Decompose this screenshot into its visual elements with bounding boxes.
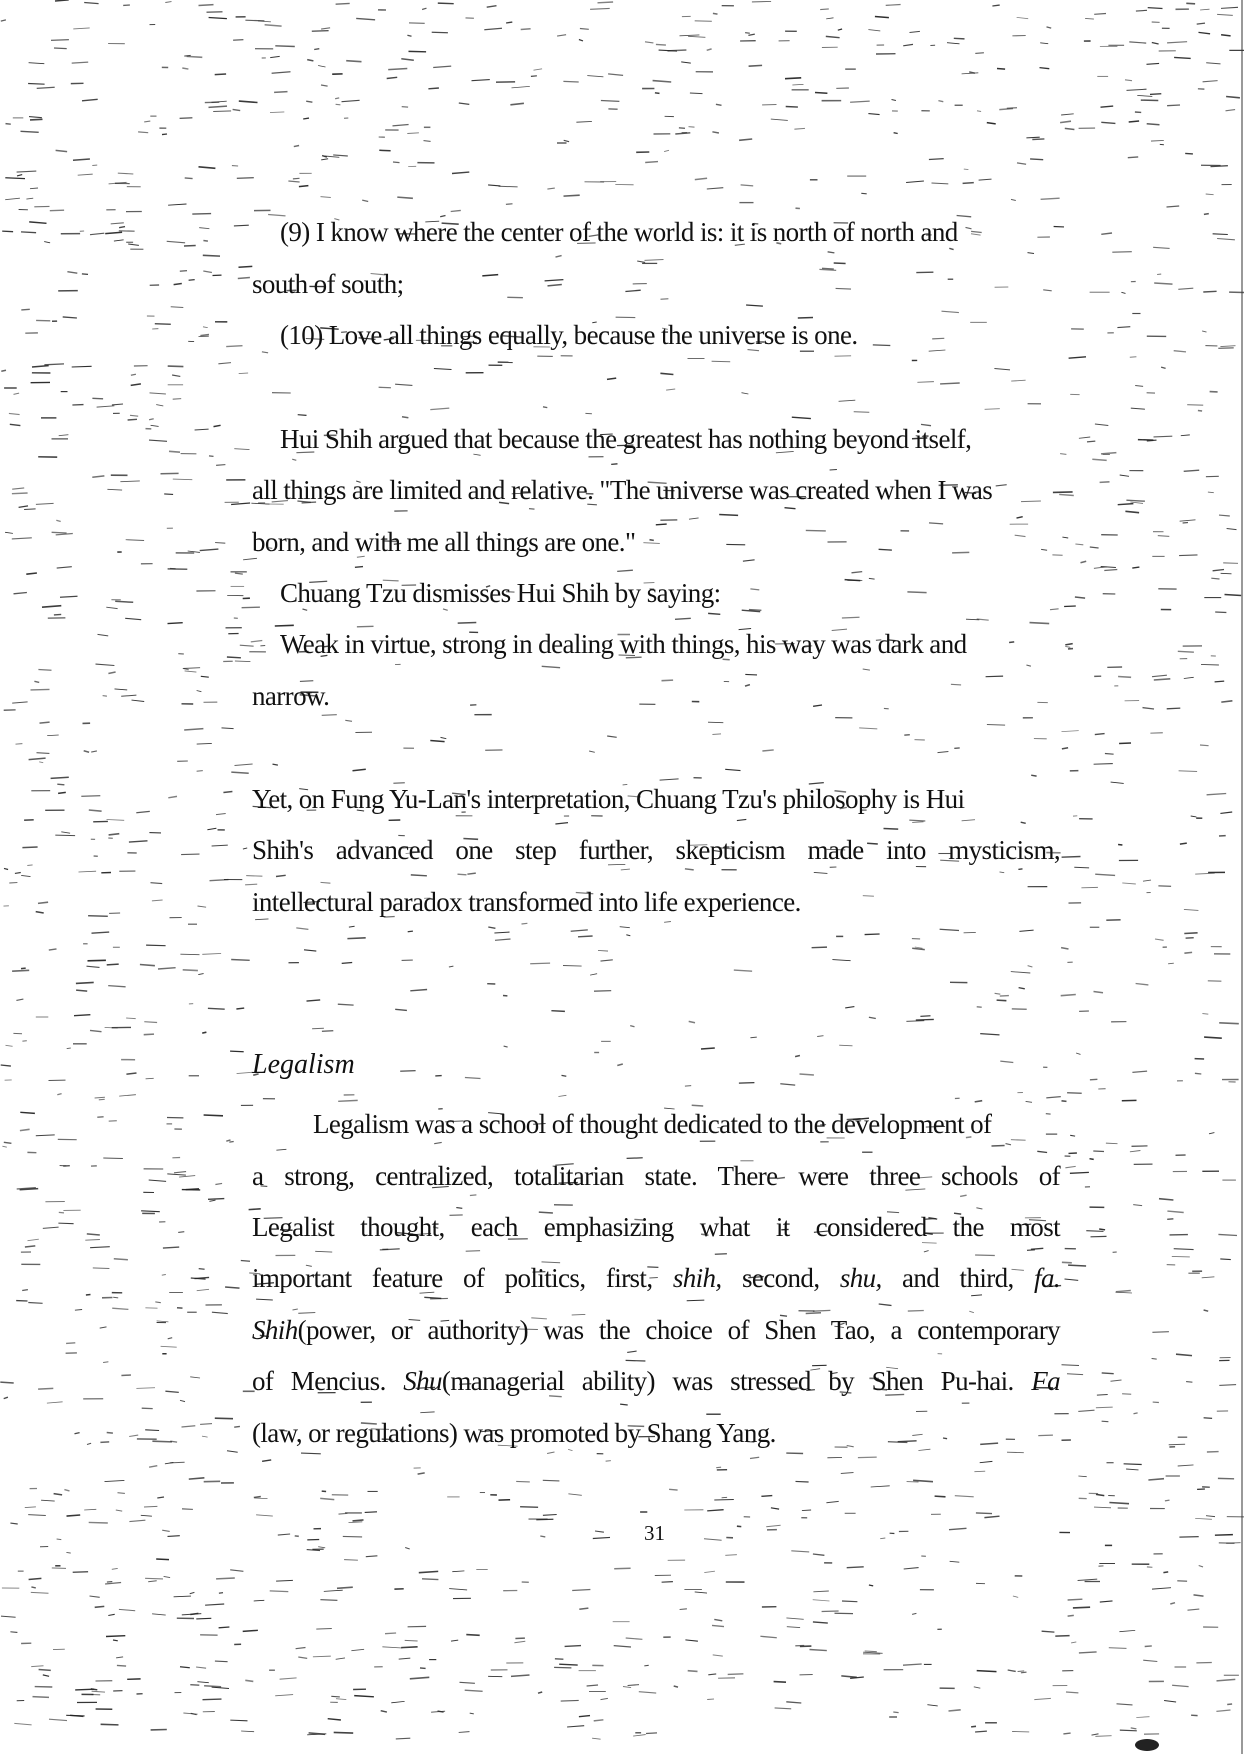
term-fa: Fa: [1031, 1366, 1060, 1396]
paragraph-line: Hui Shih argued that because the greatest has nothing beyond itself,: [280, 424, 972, 454]
paragraph-line: Shih's advanced one step further, skepticism made into mysticism,: [252, 835, 1060, 865]
term-fa: fa.: [1034, 1263, 1060, 1293]
section-heading: Legalism: [252, 1049, 355, 1080]
paragraph-line: Yet, on Fung Yu-Lan's interpretation, Chuang Tzu's philosophy is Hui: [252, 784, 965, 814]
chuang-tzu-intro: Chuang Tzu dismisses Hui Shih by saying:: [280, 578, 721, 608]
paragraph-line: (law, or regulations) was promoted by Shang Yang.: [252, 1418, 776, 1448]
quote-line: Weak in virtue, strong in dealing with things, his way was dark and: [280, 629, 967, 659]
paragraph-line: [252, 1262, 1060, 1294]
paragraph-line: [252, 1365, 1060, 1397]
text-run: (managerial ability) was stressed by Shen Pu-hai.: [441, 1366, 1032, 1396]
term-shih: shih,: [672, 1263, 722, 1293]
paragraph-line: Legalist thought, each emphasizing what it considered the most: [252, 1212, 1060, 1242]
page-number: 31: [644, 1521, 665, 1545]
list-item-9: (9) I know where the center of the world is: it is north of north and: [280, 217, 958, 247]
term-shu: shu,: [839, 1263, 882, 1293]
paragraph-line: born, and with me all things are one.": [252, 527, 636, 557]
term-shu: Shu: [403, 1366, 442, 1396]
paragraph-line: all things are limited and relative. "The universe was created when I was: [252, 475, 993, 505]
list-item-10: (10) Love all things equally, because the universe is one.: [280, 320, 858, 350]
paragraph-line: [252, 1314, 1060, 1346]
term-shih: Shih: [252, 1315, 298, 1345]
paragraph-line: intellectural paradox transformed into life experience.: [252, 887, 801, 917]
text-run: of Mencius.: [252, 1366, 404, 1396]
text-run: second,: [721, 1263, 840, 1293]
text-run: (power, or authority) was the choice of Shen Tao, a contemporary: [297, 1315, 1060, 1345]
text-run: important feature of politics, first,: [252, 1263, 673, 1293]
paragraph-line: a strong, centralized, totalitarian state. There were three schools of: [252, 1161, 1060, 1191]
paragraph-line: Legalism was a school of thought dedicated to the development of: [313, 1109, 992, 1139]
quote-line: narrow.: [252, 681, 330, 711]
text-run: and third,: [881, 1263, 1035, 1293]
list-item-9-continued: south of south;: [252, 269, 404, 299]
